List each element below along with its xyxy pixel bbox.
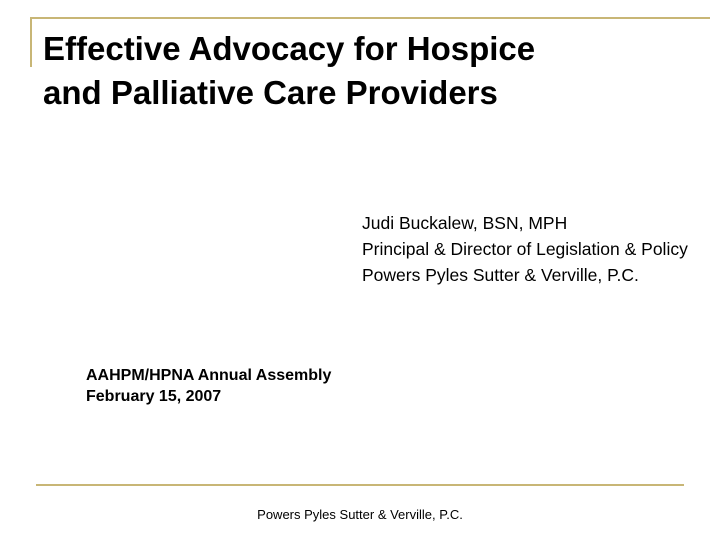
top-divider-line <box>30 17 710 19</box>
event-block <box>86 365 406 407</box>
event-date: February 15, 2007 <box>86 388 222 405</box>
title-line-2: and Palliative Care Providers <box>43 74 498 111</box>
title-line-1: Effective Advocacy for Hospice <box>43 30 536 67</box>
author-role: Principal & Director of Legislation & Policy <box>362 239 688 259</box>
slide-title <box>43 27 683 115</box>
bottom-divider-line <box>36 484 684 486</box>
author-block <box>362 212 692 290</box>
author-name: Judi Buckalew, BSN, MPH <box>362 213 568 233</box>
event-name: AAHPM/HPNA Annual Assembly <box>86 367 332 384</box>
left-divider-line <box>30 17 32 67</box>
author-organization: Powers Pyles Sutter & Verville, P.C. <box>362 265 639 285</box>
footer-text: Powers Pyles Sutter & Verville, P.C. <box>257 507 463 522</box>
